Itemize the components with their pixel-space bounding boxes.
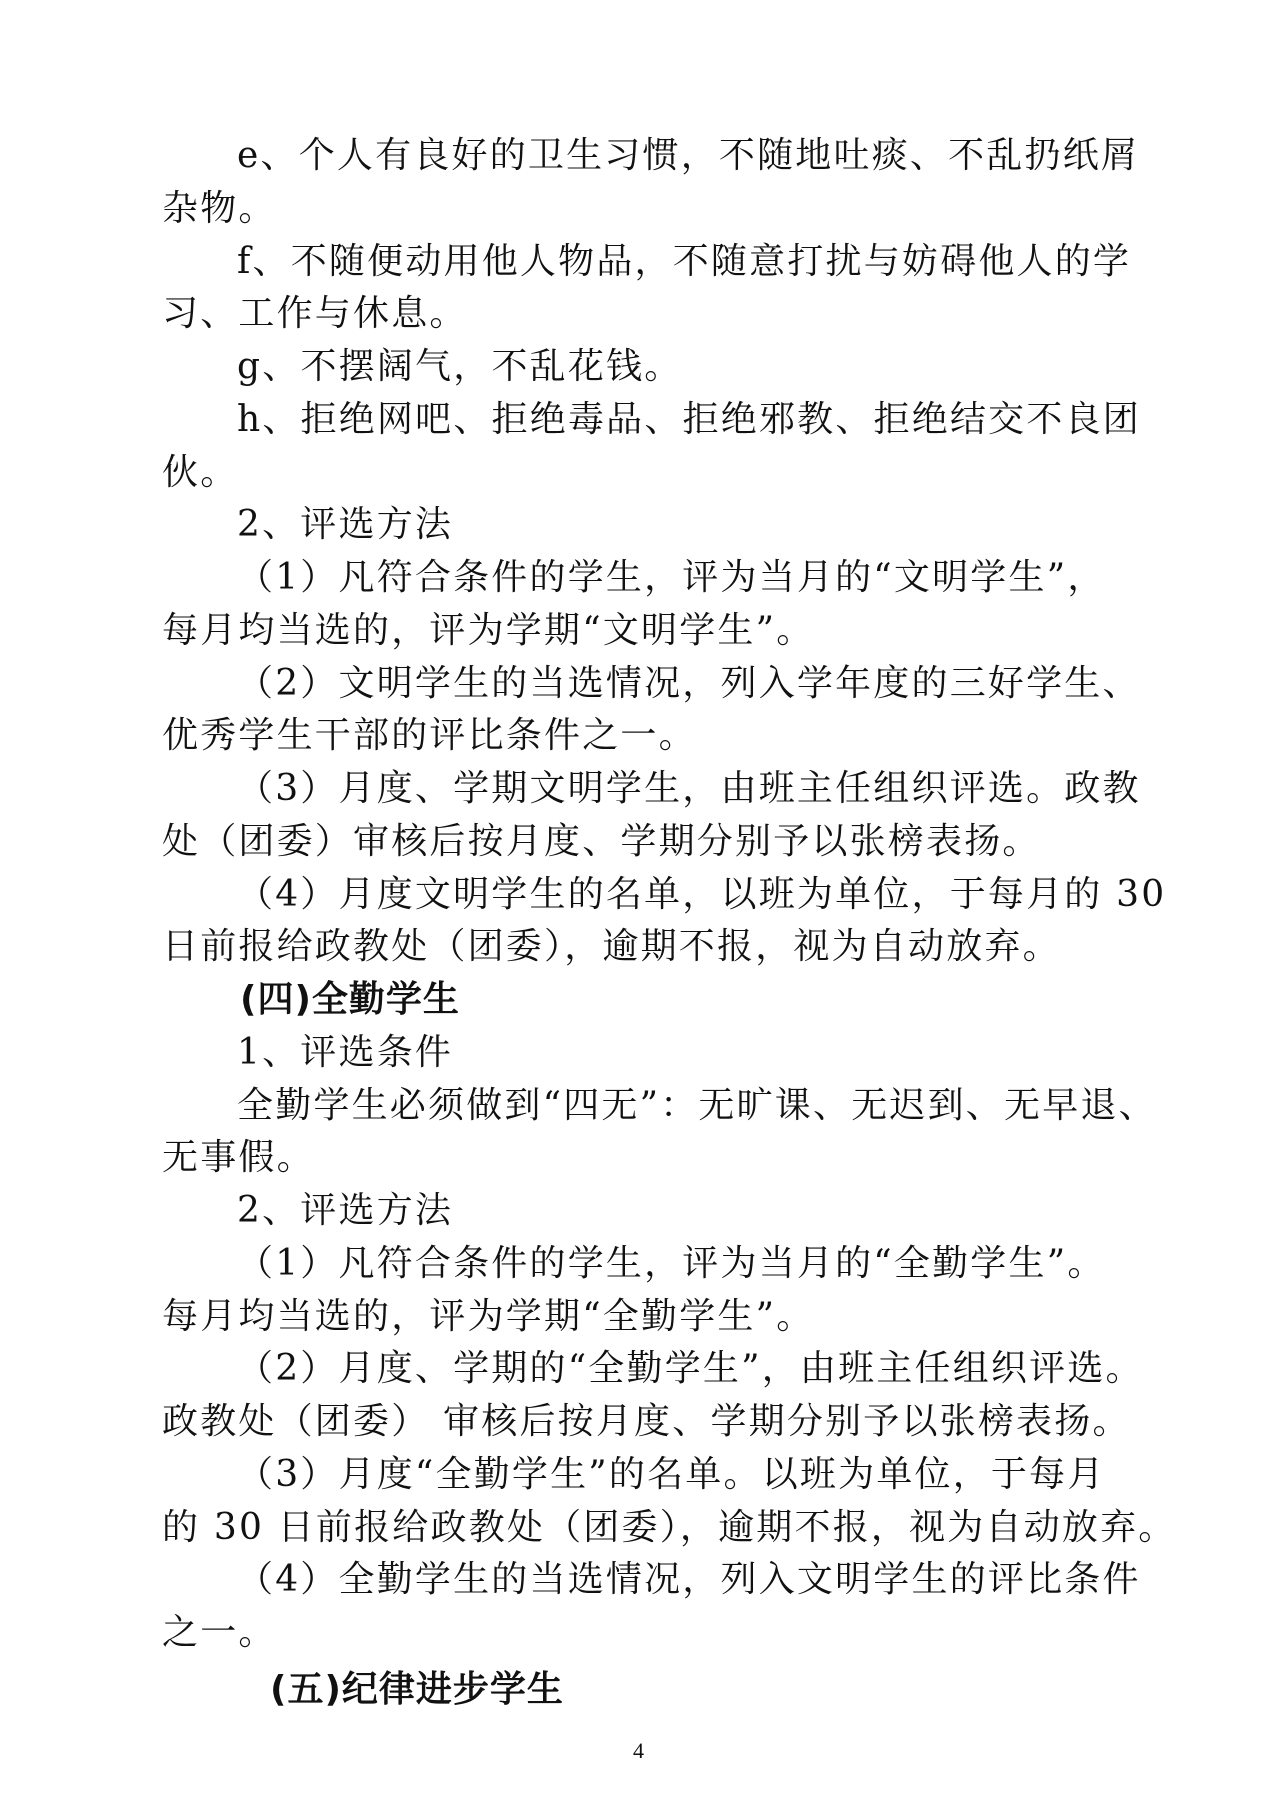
paragraph-line: 日前报给政教处（团委），逾期不报，视为自动放弃。 bbox=[162, 926, 1061, 967]
paragraph-line: 政教处（团委） 审核后按月度、学期分别予以张榜表扬。 bbox=[162, 1401, 1131, 1442]
paragraph-line: 的 30 日前报给政教处（团委），逾期不报，视为自动放弃。 bbox=[162, 1507, 1177, 1548]
paragraph-line: 全勤学生必须做到“四无”：无旷课、无迟到、无早退、 bbox=[237, 1085, 1157, 1126]
paragraph-line: 处（团委）审核后按月度、学期分别予以张榜表扬。 bbox=[162, 821, 1041, 862]
paragraph-line: h、拒绝网吧、拒绝毒品、拒绝邪教、拒绝结交不良团 bbox=[237, 399, 1141, 440]
paragraph-line: f、不随便动用他人物品，不随意打扰与妨碍他人的学 bbox=[237, 241, 1132, 282]
paragraph-line: 优秀学生干部的评比条件之一。 bbox=[162, 715, 697, 756]
paragraph-line: （3）月度“全勤学生”的名单。以班为单位，于每月 bbox=[237, 1454, 1106, 1495]
paragraph-line: 每月均当选的，评为学期“文明学生”。 bbox=[162, 610, 815, 651]
section-heading: (五)纪律进步学生 bbox=[270, 1669, 564, 1710]
paragraph-line: （4）月度文明学生的名单，以班为单位，于每月的 30 bbox=[237, 874, 1167, 915]
paragraph-line: 每月均当选的，评为学期“全勤学生”。 bbox=[162, 1296, 815, 1337]
paragraph-line: （3）月度、学期文明学生，由班主任组织评选。政教 bbox=[237, 768, 1141, 809]
section-heading: (四)全勤学生 bbox=[240, 979, 460, 1020]
paragraph-line: g、不摆阔气，不乱花钱。 bbox=[237, 346, 683, 387]
paragraph-line: e、个人有良好的卫生习惯，不随地吐痰、不乱扔纸屑 bbox=[237, 135, 1140, 176]
paragraph-line: （2）月度、学期的“全勤学生”，由班主任组织评选。 bbox=[237, 1348, 1144, 1389]
paragraph-line: 1、评选条件 bbox=[237, 1032, 454, 1073]
paragraph-line: 习、工作与休息。 bbox=[162, 293, 468, 334]
paragraph-line: （2）文明学生的当选情况，列入学年度的三好学生、 bbox=[237, 663, 1141, 704]
paragraph-line: 无事假。 bbox=[162, 1137, 315, 1178]
paragraph-line: （4）全勤学生的当选情况，列入文明学生的评比条件 bbox=[237, 1559, 1141, 1600]
paragraph-line: 之一。 bbox=[162, 1612, 277, 1653]
page-number: 4 bbox=[633, 1738, 644, 1763]
paragraph-line: 2、评选方法 bbox=[237, 504, 454, 545]
paragraph-line: 伙。 bbox=[162, 452, 239, 493]
paragraph-line: （1）凡符合条件的学生，评为当月的“文明学生”， bbox=[237, 557, 1106, 598]
paragraph-line: 2、评选方法 bbox=[237, 1190, 454, 1231]
paragraph-line: （1）凡符合条件的学生，评为当月的“全勤学生”。 bbox=[237, 1243, 1106, 1284]
paragraph-line: 杂物。 bbox=[162, 188, 277, 229]
